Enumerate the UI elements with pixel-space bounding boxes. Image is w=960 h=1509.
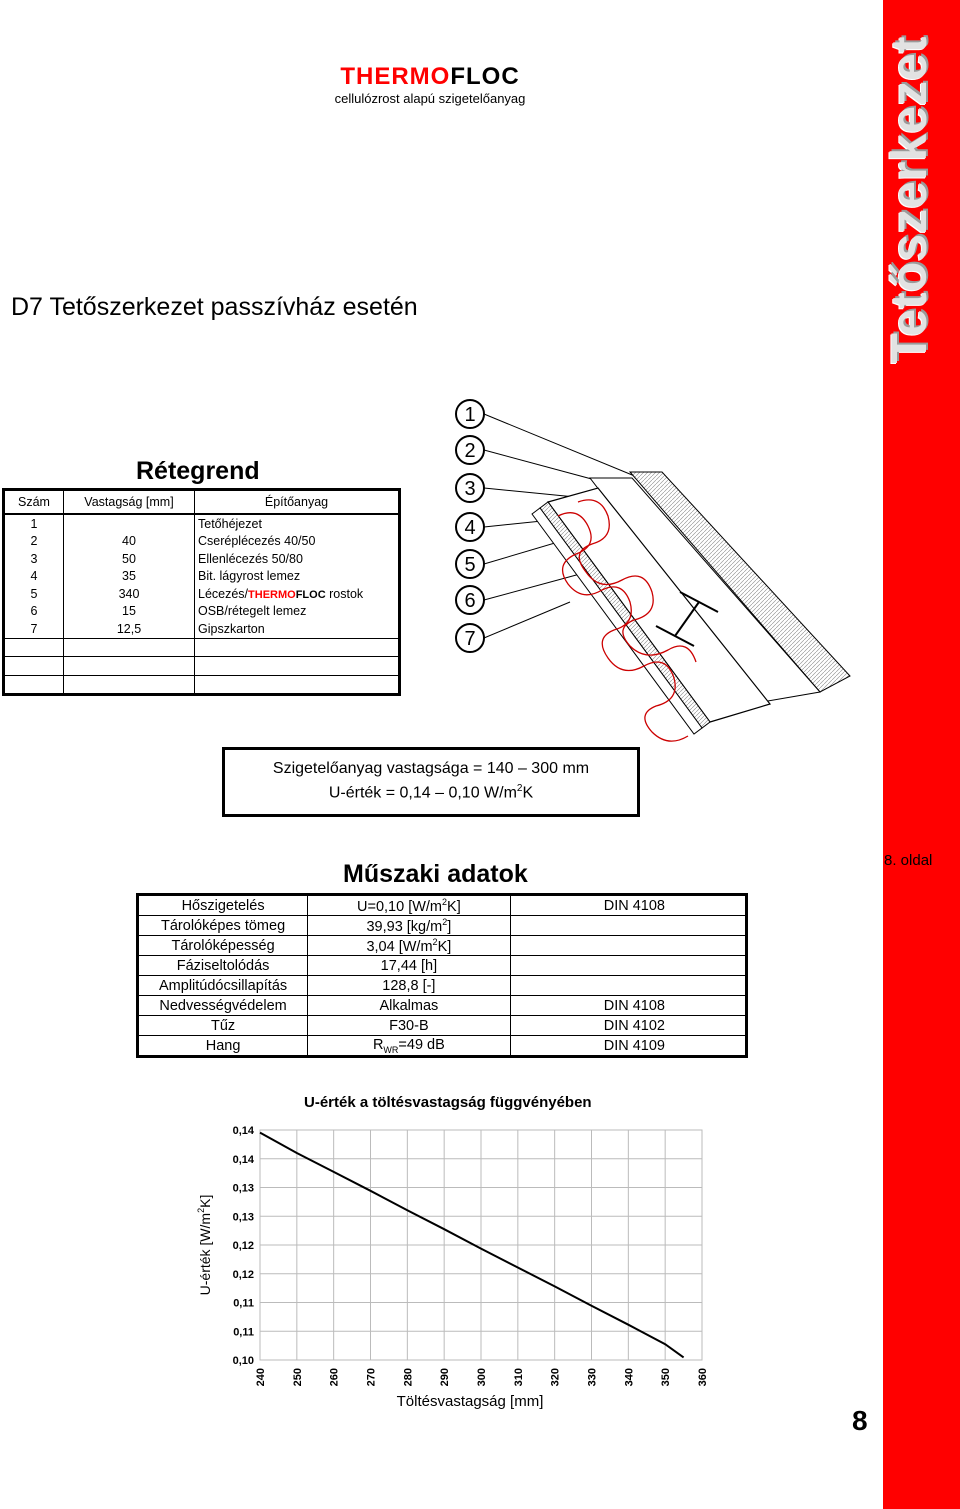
col-header-thickness: Vastagság [mm] [64, 490, 195, 515]
number-markers [456, 400, 484, 652]
table-row: Amplitúdócsillapítás 128,8 [-] [138, 976, 747, 996]
table-row-empty [4, 675, 400, 695]
roof-section-diagram [440, 392, 860, 772]
col-header-material: Építőanyag [195, 490, 400, 515]
page-number: 8 [852, 1405, 868, 1436]
y-axis-label: U-érték $[W/m^2K]$ [196, 1194, 213, 1296]
x-tick-label: 280 [402, 1368, 415, 1387]
page-reference: 8. oldal [884, 852, 933, 869]
side-title: Tetőszerkezet [881, 36, 937, 364]
table-row: Hang $R_{WR}=49$ dB DIN 4109 [138, 1036, 747, 1057]
x-tick-label: 360 [697, 1368, 709, 1387]
table-row: 5 340 Lécezés/THERMOFLOC rostok [4, 585, 400, 603]
x-tick-label: 350 [660, 1368, 673, 1387]
x-axis-label: Töltésvastagság [mm] [396, 1393, 544, 1410]
y-tick-label: 0,11 [233, 1297, 254, 1310]
svg-text:4: 4 [464, 517, 476, 539]
x-tick-label: 330 [586, 1368, 599, 1387]
u-value-chart [190, 1118, 730, 1418]
x-tick-label: 340 [623, 1368, 636, 1387]
brand-tagline: cellulózrost alapú szigetelőanyag [334, 91, 526, 106]
x-tick-label: 250 [291, 1368, 304, 1387]
tech-data-table [136, 893, 748, 1058]
x-tick-label: 290 [439, 1368, 452, 1387]
col-header-num: Szám [4, 490, 64, 515]
svg-text:1: 1 [464, 404, 476, 426]
table-row-empty [4, 657, 400, 676]
svg-text:2: 2 [464, 440, 476, 462]
insulation-u-value-text: U-érték = 0,14 – 0,10 $W/m^2K$ [328, 783, 534, 802]
y-tick-labels [233, 1125, 255, 1367]
brand-logo [300, 63, 560, 107]
y-tick-label: 0,13 [232, 1182, 254, 1195]
y-tick-label: 0,11 [233, 1326, 254, 1339]
x-tick-label: 240 [255, 1368, 267, 1387]
table-row: Hőszigetelés U=0,10 $[W/m^2K]$ DIN 4108 [138, 895, 747, 916]
x-tick-label: 310 [512, 1368, 525, 1387]
table-row: 2 40 Cseréplécezés 40/50 [4, 533, 400, 551]
y-tick-label: 0,14 [232, 1153, 254, 1166]
table-row: 1 Tetőhéjezet [4, 514, 400, 533]
y-tick-label: 0,13 [232, 1211, 254, 1224]
x-tick-label: 260 [328, 1368, 341, 1387]
svg-text:5: 5 [464, 554, 476, 576]
table-row: Tárolóképesség 3,04 $[W/m^2K]$ [138, 936, 747, 956]
table-row-empty [4, 638, 400, 657]
table-row: Nedvességvédelem Alkalmas DIN 4108 [138, 996, 747, 1016]
x-tick-labels [255, 1368, 709, 1386]
roof-layers [532, 472, 850, 734]
y-tick-label: 0,12 [232, 1240, 254, 1252]
insulation-summary-box [222, 747, 640, 817]
table-row: 3 50 Ellenlécezés 50/80 [4, 550, 400, 568]
x-tick-label: 320 [549, 1368, 562, 1387]
tech-title: Műszaki adatok [343, 860, 528, 888]
x-tick-label: 270 [365, 1368, 378, 1387]
svg-text:3: 3 [464, 478, 476, 500]
svg-text:6: 6 [464, 590, 476, 612]
table-row: 4 35 Bit. lágyrost lemez [4, 568, 400, 586]
chart-grid [260, 1130, 702, 1360]
chart-title: U-érték a töltésvastagság függvényében [304, 1094, 592, 1111]
y-tick-label: 0,14 [232, 1125, 254, 1137]
table-row: 6 15 OSB/rétegelt lemez [4, 603, 400, 621]
table-row: Tárolóképes tömeg 39,93 $[kg/m^2]$ [138, 916, 747, 936]
layers-table [2, 488, 401, 696]
svg-text:7: 7 [464, 628, 476, 650]
brand-name: THERMOFLOC [340, 63, 520, 90]
table-row: Fáziseltolódás 17,44 [h] [138, 956, 747, 976]
table-row: 7 12,5 Gipszkarton [4, 620, 400, 638]
y-tick-label: 0,10 [232, 1355, 254, 1367]
layers-title: Rétegrend [136, 457, 260, 485]
table-row: Tűz F30-B DIN 4102 [138, 1016, 747, 1036]
y-tick-label: 0,12 [232, 1268, 254, 1281]
insulation-thickness-text: Szigetelőanyag vastagsága = 140 – 300 mm [272, 760, 590, 777]
x-tick-label: 300 [476, 1368, 488, 1387]
page-title: D7 Tetőszerkezet passzívház esetén [11, 293, 418, 321]
